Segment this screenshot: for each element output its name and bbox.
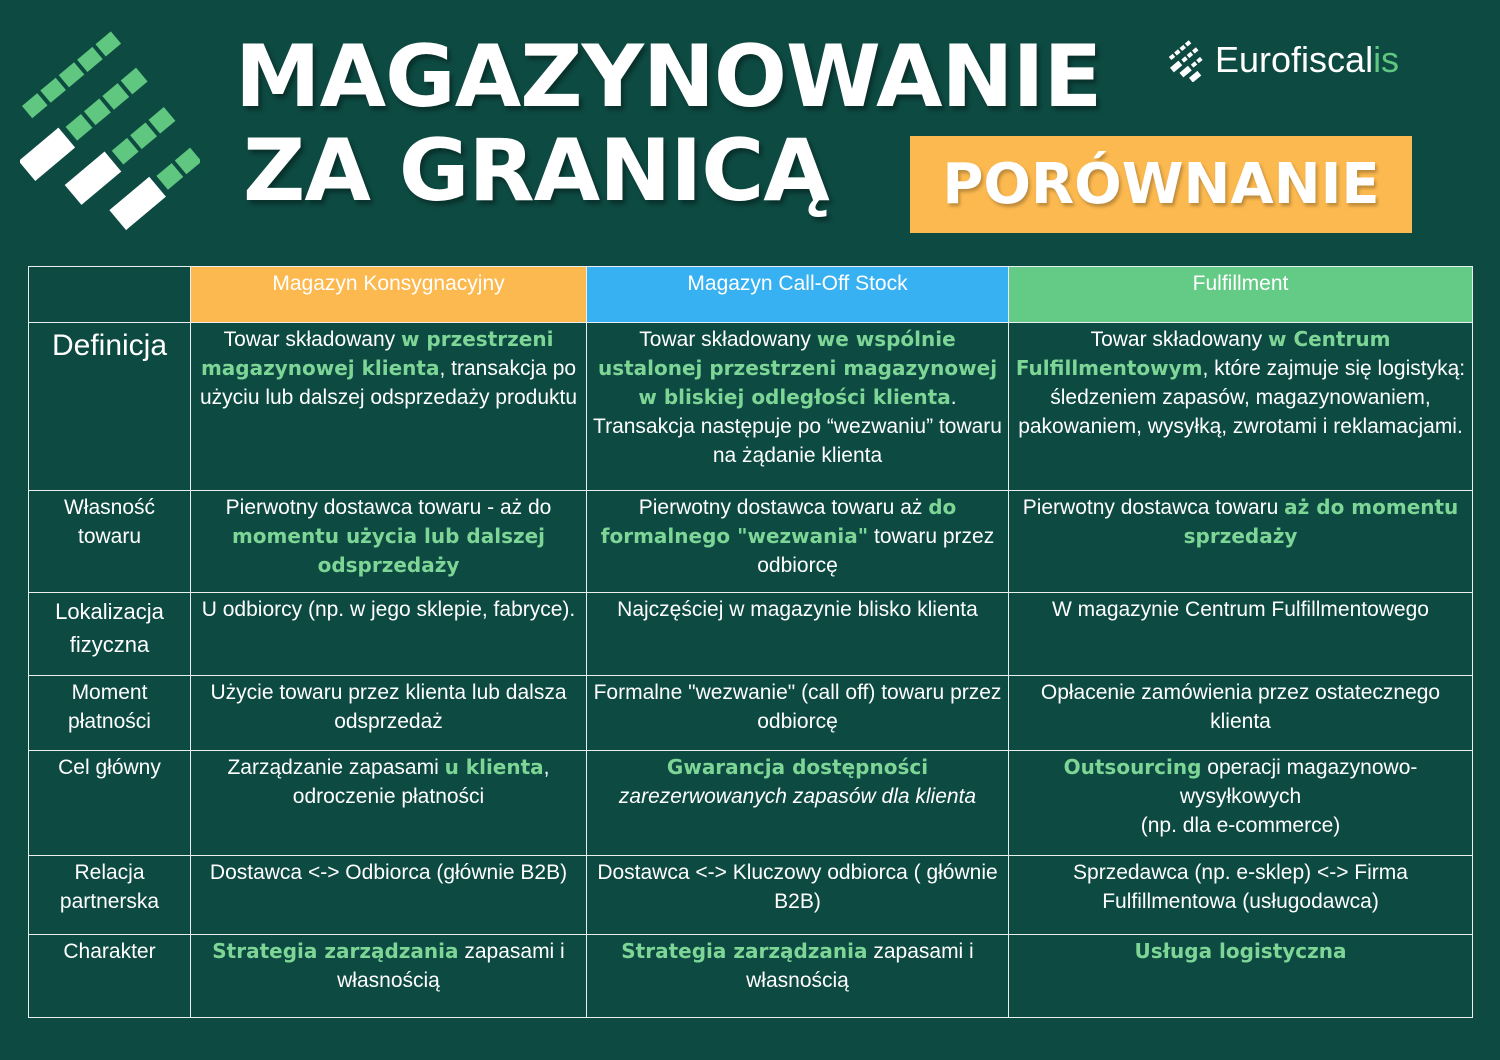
table-cell (587, 935, 1009, 1018)
table-cell (191, 323, 587, 491)
table-cell (1009, 676, 1473, 751)
cell-text: Formalne "wezwanie" (call off) towaru przez odbiorcę (593, 681, 1002, 733)
brand-name (1215, 39, 1399, 81)
cell-text: W magazynie Centrum Fulfillmentowego (1052, 598, 1429, 621)
header-corner (29, 267, 191, 323)
cell-text: operacji magazynowo-wysyłkowych (1179, 756, 1418, 808)
cell-text: , odroczenie płatności (292, 756, 550, 808)
cell-text: Dostawca <-> Odbiorca (głównie B2B) (209, 861, 568, 884)
row-label: Moment płatności (29, 676, 191, 751)
cell-text: , transakcja po użyciu lub dalszej odsprzedaży produktu (199, 357, 578, 409)
cell-text: Towar składowany (1090, 328, 1268, 351)
table-cell (587, 751, 1009, 856)
table-cell (1009, 856, 1473, 935)
cell-text: towaru przez odbiorcę (757, 525, 995, 577)
cell-text: Użycie towaru przez klienta lub dalsza odsprzedaż (210, 681, 567, 733)
cell-text: Towar składowany (223, 328, 401, 351)
cell-text: . Transakcja następuje po “wezwaniu” towaru na żądanie klienta (593, 386, 1002, 467)
table-cell (1009, 491, 1473, 593)
cell-text: Towar składowany (639, 328, 817, 351)
table-cell (191, 856, 587, 935)
row-label: Lokalizacja fizyczna (29, 593, 191, 676)
header-consignment: Magazyn Konsygnacyjny (191, 267, 587, 323)
table-cell (191, 593, 587, 676)
brand-name-main: Eurofiscal (1215, 39, 1374, 80)
cell-text: Pierwotny dostawca towaru aż (638, 496, 929, 519)
row-label: Relacja partnerska (29, 856, 191, 935)
table-row (29, 676, 1473, 751)
title-line-1: MAGAZYNOWANIE (235, 27, 1102, 127)
table-row (29, 491, 1473, 593)
table-cell (587, 491, 1009, 593)
title-line-2: ZA GRANICĄ (243, 121, 829, 221)
table-row (29, 323, 1473, 491)
header-call-off-stock: Magazyn Call-Off Stock (587, 267, 1009, 323)
cell-text: Dostawca <-> Kluczowy odbiorca ( głównie B2B) (597, 861, 998, 913)
brand-name-accent: is (1373, 39, 1400, 80)
brand-mark-icon (1165, 38, 1209, 82)
logo-stripes-icon (20, 15, 200, 245)
highlight-text: aż do momentu sprzedaży (1183, 495, 1459, 548)
highlight-text: Gwarancja dostępności (666, 755, 929, 779)
highlight-text: do formalnego "wezwania" (600, 495, 957, 548)
comparison-table (28, 266, 1473, 1018)
table-row (29, 935, 1473, 1018)
cell-text: Najczęściej w magazynie blisko klienta (617, 598, 978, 621)
cell-text: Opłacenie zamówienia przez ostatecznego klienta (1040, 681, 1441, 733)
cell-text: (np. dla e-commerce) (1140, 814, 1341, 837)
table-cell (1009, 323, 1473, 491)
table-row (29, 856, 1473, 935)
highlight-text: w przestrzeni magazynowej klienta (200, 327, 554, 380)
cell-text: Sprzedawca (np. e-sklep) <-> Firma Fulfillmentowa (usługodawca) (1073, 861, 1408, 913)
table-cell (191, 491, 587, 593)
table-cell (587, 323, 1009, 491)
table-cell (1009, 935, 1473, 1018)
row-label: Cel główny (29, 751, 191, 856)
cell-text: zarezerwowanych zapasów dla klienta (618, 785, 977, 808)
highlight-text: Strategia zarządzania (621, 939, 868, 963)
cell-text: zapasami i własnością (337, 940, 565, 992)
highlight-text: momentu użycia lub dalszej odsprzedaży (231, 524, 546, 577)
table-row (29, 593, 1473, 676)
highlight-text: we wspólnie ustalonej przestrzeni magazynowej w bliskiej odległości klienta (597, 327, 998, 409)
comparison-badge: PORÓWNANIE (910, 136, 1412, 233)
table-cell (587, 856, 1009, 935)
highlight-text: Outsourcing (1063, 755, 1202, 779)
cell-text: Pierwotny dostawca towaru - aż do (225, 496, 552, 519)
brand-logo (1165, 38, 1399, 82)
cell-text: , które zajmuje się logistyką: śledzeniem zapasów, magazynowaniem, pakowaniem, wysyłką, zwrotami i reklamacjami. (1018, 357, 1466, 438)
table-cell (191, 935, 587, 1018)
cell-text: Pierwotny dostawca towaru (1022, 496, 1285, 519)
table-cell (1009, 593, 1473, 676)
header-row (29, 267, 1473, 323)
table-cell (191, 751, 587, 856)
highlight-text: Strategia zarządzania (212, 939, 459, 963)
highlight-text: w Centrum Fulfillmentowym (1015, 327, 1391, 380)
header-fulfillment: Fulfillment (1009, 267, 1473, 323)
highlight-text: u klienta (444, 755, 544, 779)
row-label: Charakter (29, 935, 191, 1018)
row-label: Własność towaru (29, 491, 191, 593)
cell-text: U odbiorcy (np. w jego sklepie, fabryce). (201, 598, 576, 621)
table-cell (1009, 751, 1473, 856)
row-label: Definicja (29, 323, 191, 491)
table-cell (587, 593, 1009, 676)
table-cell (587, 676, 1009, 751)
table-cell (191, 676, 587, 751)
cell-text: Zarządzanie zapasami (227, 756, 445, 779)
cell-text: zapasami i własnością (746, 940, 974, 992)
highlight-text: Usługa logistyczna (1134, 939, 1347, 963)
table-row (29, 751, 1473, 856)
